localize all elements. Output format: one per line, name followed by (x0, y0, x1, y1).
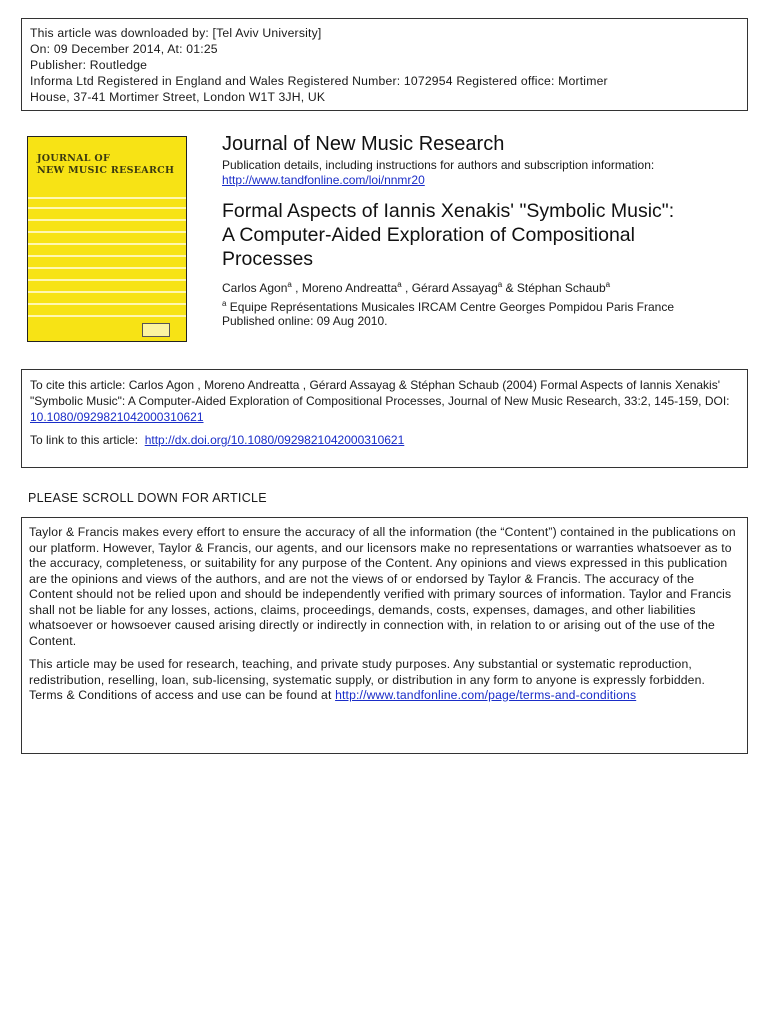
doi-link[interactable]: 10.1080/0929821042000310621 (30, 410, 204, 424)
article-doi-url-link[interactable]: http://dx.doi.org/10.1080/0929821042000310621 (144, 433, 405, 447)
registered-address: House, 37-41 Mortimer Street, London W1T 3JH, UK (30, 90, 326, 104)
download-notice-box (21, 18, 748, 111)
terms-link[interactable]: http://www.tandfonline.com/page/terms-and-conditions (335, 688, 637, 702)
author-name: Stéphan Schaub (516, 281, 606, 295)
scroll-down-note: PLEASE SCROLL DOWN FOR ARTICLE (28, 491, 267, 505)
disclaimer-paragraph: Taylor & Francis makes every effort to ensure the accuracy of all the information (the “Content”) contained in the publications on our platform. However, Taylor & Francis, our agents, and our licensors make no representations or warranties whatsoever as to the accuracy, completeness, or suitability for any purpose of the Content. Any opinions and views expressed in this publication are the opinions and views of the authors, and are not the views of or endorsed by Taylor & Francis. The accuracy of the Content should not be relied upon and should be independently verified with primary sources of information. Taylor and Francis shall not be liable for any losses, actions, claims, proceedings, demands, costs, expenses, damages, and other liabilities whatsoever or howsoever caused arising directly or indirectly in connection with, in relation to or arising out of the use of the Content. (29, 525, 736, 648)
article-title: Formal Aspects of Iannis Xenakis' "Symbolic Music": A Computer-Aided Exploration of Compositional Processes (222, 200, 675, 270)
affiliation: $^a$ Equipe Représentations Musicales IRCAM Centre Georges Pompidou Paris France (222, 299, 675, 314)
publisher-logo-icon (142, 323, 170, 337)
registered-info: Informa Ltd Registered in England and Wales Registered Number: 1072954 Registered office: Mortimer (30, 74, 608, 88)
citation-text: To cite this article: Carlos Agon , Moreno Andreatta , Gérard Assayag & Stéphan Schaub (2004) Formal Aspects of Iannis Xenakis' "Symbolic Music": A Computer-Aided Exploration of Compositional Processes, Journal of New Music Research, 33:2, 145-159, DOI: 10.1080/0929821042000310621 (30, 378, 730, 424)
download-line: This article was downloaded by: [Tel Aviv University] (30, 26, 322, 40)
usage-paragraph: This article may be used for research, teaching, and private study purposes. Any substantial or systematic reproduction, redistribution, reselling, loan, sub-licensing, systematic supply, or distribution in any form to anyone is expressly forbidden. Terms & Conditions of access and use can be found at http://www.tandfonline.com/page/terms-and-conditions (29, 657, 706, 702)
download-date: On: 09 December 2014, At: 01:25 (30, 42, 218, 56)
journal-url-link[interactable]: http://www.tandfonline.com/loi/nnmr20 (222, 173, 425, 187)
authors-line: Carlos Agon$^a$ , Moreno Andreatta$^a$ , Gérard Assayag$^a$ & Stéphan Schaub$^a$ (222, 280, 611, 295)
publication-details: Publication details, including instructions for authors and subscription information: http://www.tandfonline.com/loi/nnmr20 (222, 158, 655, 187)
citation-box (21, 369, 748, 468)
author-name: Carlos Agon (222, 281, 288, 295)
article-link-line: To link to this article: http://dx.doi.org/10.1080/0929821042000310621 (30, 433, 405, 447)
disclaimer-box (21, 517, 748, 754)
journal-cover-image (27, 136, 187, 342)
cover-title: JOURNAL OF NEW MUSIC RESEARCH (37, 153, 175, 176)
author-name: Moreno Andreatta (301, 281, 398, 295)
published-date: Published online: 09 Aug 2010. (222, 314, 388, 328)
journal-title: Journal of New Music Research (222, 133, 505, 155)
publisher: Publisher: Routledge (30, 58, 148, 72)
author-name: Gérard Assayag (411, 281, 498, 295)
